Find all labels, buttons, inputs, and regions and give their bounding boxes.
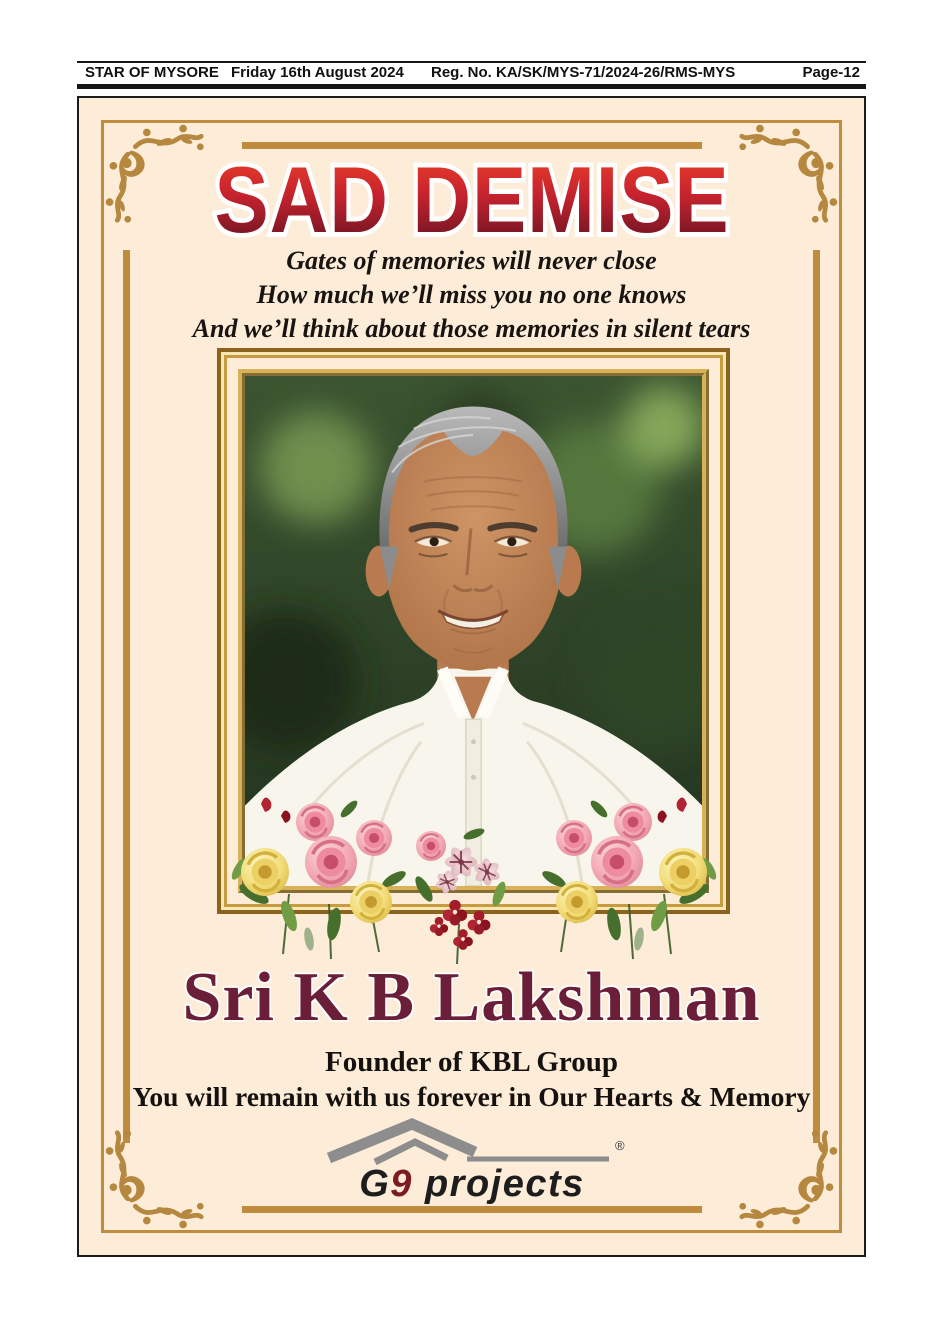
paper-name: STAR OF MYSORE [85,64,219,81]
logo-word-projects: projects [412,1163,585,1204]
sad-demise-title [182,148,762,248]
poem-line: How much we’ll miss you no one knows [256,280,687,309]
flower-garland [209,774,739,969]
masthead [77,55,866,89]
registration-number: Reg. No. KA/SK/MYS-71/2024-26/RMS-MYS [431,64,736,81]
right-bouquet [540,797,719,951]
memorial-poem [79,244,864,346]
logo-digit-9: 9 [389,1163,413,1204]
poem-line: Gates of memories will never close [286,246,657,275]
tribute-line: You will remain with us forever in Our Hearts & Memory [132,1081,811,1112]
logo-wordmark [359,1163,585,1204]
g9-projects-logo-art [317,1112,627,1204]
memorial-card [77,96,866,1257]
issue-date: Friday 16th August 2024 [231,64,404,81]
registered-mark: ® [614,1138,625,1153]
center-cluster [412,826,508,950]
logo-letter-g: G [358,1163,390,1204]
deceased-designation: Founder of KBL Group [324,1046,619,1078]
left-bouquet [229,797,408,951]
roof-icon [329,1124,609,1162]
poem-line: And we’ll think about those memories in silent tears [192,314,751,343]
title-text: SAD DEMISE [214,148,729,248]
deceased-name: Sri K B Lakshman [182,959,761,1036]
flower-garland-art [209,774,739,969]
page-number: Page-12 [802,64,860,81]
title-block [79,148,864,253]
masthead-top-rule [77,61,866,63]
masthead-bottom-rule [77,84,866,89]
g9-projects-logo [79,1112,864,1209]
